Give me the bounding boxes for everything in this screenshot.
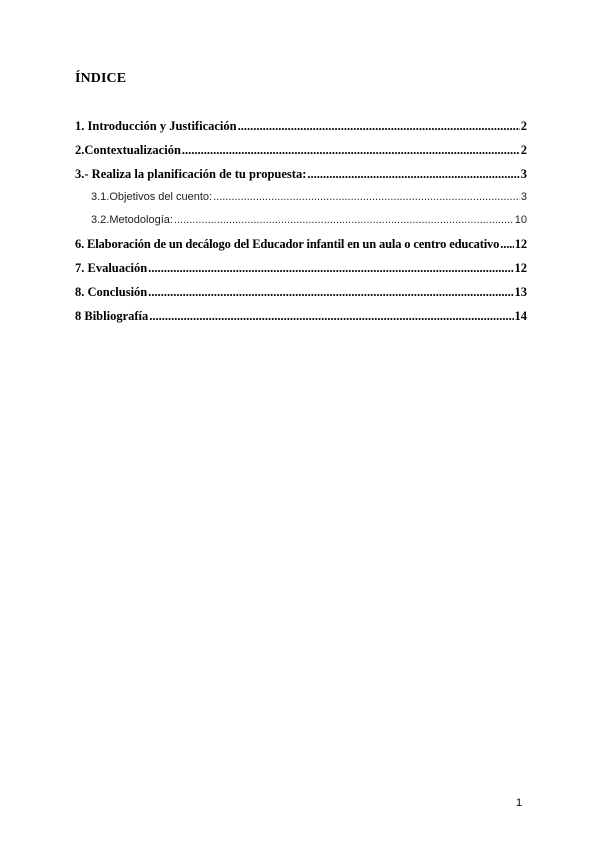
- toc-entry-label: 3.1.Objetivos del cuento:: [91, 191, 213, 203]
- toc-entry-label: 6. Elaboración de un decálogo del Educador infantil en un aula o centro educativo: [75, 237, 500, 251]
- toc-entry-label: 3.- Realiza la planificación de tu propuesta:: [75, 167, 307, 181]
- toc-entry-evaluacion[interactable]: [75, 260, 527, 276]
- toc-entry-label: 8. Conclusión: [75, 285, 148, 299]
- toc-entry-page: 2: [520, 143, 527, 157]
- toc-dot-leader: [148, 260, 513, 276]
- toc-entry-label: 8 Bibliografía: [75, 309, 149, 323]
- toc-entry-contextualizacion[interactable]: [75, 142, 527, 158]
- toc-entry-planificacion[interactable]: [75, 166, 527, 182]
- toc-entry-page: 3: [520, 191, 527, 203]
- toc-entry-label: 2.Contextualización: [75, 143, 181, 157]
- toc-entry-label: 3.2.Metodología:: [91, 214, 173, 226]
- toc-entry-page: 3: [520, 167, 527, 181]
- page-number: 1: [516, 797, 523, 809]
- toc-entry-metodologia[interactable]: [91, 212, 527, 228]
- toc-dot-leader: [174, 212, 514, 228]
- toc-entry-page: 12: [514, 237, 527, 251]
- toc-dot-leader: [148, 284, 513, 300]
- toc-entry-introduccion[interactable]: [75, 118, 527, 134]
- toc-entry-page: 13: [514, 285, 527, 299]
- toc-entry-page: 14: [514, 309, 527, 323]
- index-title: ÍNDICE: [75, 71, 127, 86]
- toc-dot-leader: [307, 166, 519, 182]
- toc-dot-leader: [238, 118, 520, 134]
- toc-dot-leader: [182, 142, 520, 158]
- toc-entry-label: 1. Introducción y Justificación: [75, 119, 237, 133]
- toc-dot-leader: [149, 308, 513, 324]
- toc-entry-bibliografia[interactable]: [75, 308, 527, 324]
- toc-dot-leader: [213, 189, 520, 205]
- toc-entry-label: 7. Evaluación: [75, 261, 148, 275]
- toc-entry-objetivos[interactable]: [91, 189, 527, 205]
- toc-entry-page: 10: [514, 214, 527, 226]
- toc-entry-page: 12: [514, 261, 527, 275]
- toc-entry-conclusion[interactable]: [75, 284, 527, 300]
- toc-dot-leader: [500, 236, 514, 252]
- toc-entry-page: 2: [520, 119, 527, 133]
- toc-entry-decalogo[interactable]: [75, 236, 527, 252]
